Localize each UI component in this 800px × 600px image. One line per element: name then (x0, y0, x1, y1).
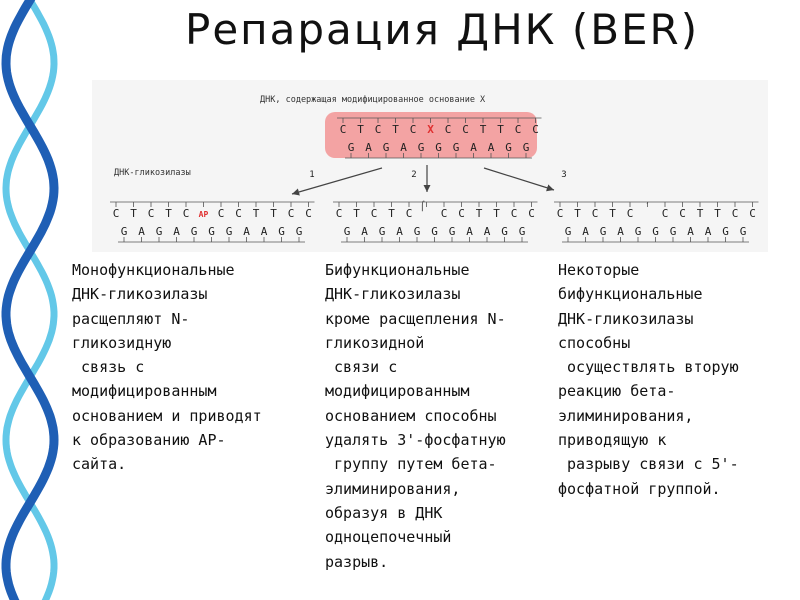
base-letter: C (626, 207, 634, 220)
ap-site-label: AP (198, 210, 209, 219)
base-letter: G (343, 225, 351, 238)
column-text-line: гликозидную (72, 333, 172, 352)
base-letter: G (634, 225, 642, 238)
base-letter: A (260, 225, 268, 238)
text-column-monofunctional (72, 258, 322, 477)
base-letter: A (687, 225, 694, 238)
base-letter: C (182, 207, 190, 220)
base-letter: C (235, 207, 242, 220)
base-letter: G (278, 225, 285, 238)
base-letter: C (287, 207, 295, 220)
column-text-line: Монофункциональные (72, 261, 235, 279)
base-letter: G (120, 225, 128, 238)
base-letter: C (661, 207, 669, 220)
modified-base-x: X (427, 123, 434, 136)
base-letter: A (466, 225, 473, 238)
base-letter: A (138, 225, 145, 238)
column-text-line: разрыв. (325, 552, 389, 571)
base-letter: T (609, 207, 616, 220)
base-letter: C (440, 207, 448, 220)
column-text-line: основанием и приводят (72, 406, 262, 425)
base-letter: T (130, 207, 137, 220)
base-letter: C (556, 207, 564, 220)
column-text-line: группу путем бета- (325, 455, 497, 474)
base-letter: T (497, 123, 504, 136)
base-letter: G (225, 225, 233, 238)
column-text-line: модифицированным (72, 382, 217, 401)
base-letter: T (165, 207, 172, 220)
base-letter: G (722, 225, 729, 238)
base-letter: G (501, 225, 508, 238)
base-letter: T (252, 207, 260, 220)
column-text-line: Бифункциональные (325, 261, 470, 279)
base-letter: G (652, 225, 659, 238)
base-letter: T (479, 123, 487, 136)
pathway-number: 1 (309, 170, 315, 180)
base-letter: G (347, 141, 355, 154)
base-letter: A (470, 141, 477, 154)
base-letter: A (582, 225, 589, 238)
base-letter: C (510, 207, 518, 220)
base-letter: T (388, 207, 395, 220)
column-text-line: гликозидной (325, 333, 425, 352)
base-letter: G (505, 141, 512, 154)
base-letter: G (669, 225, 677, 238)
base-letter: G (208, 225, 215, 238)
base-letter: C (679, 207, 686, 220)
column-text-line: фосфатной группой. (558, 479, 721, 498)
column-text-line: элиминирования, (325, 479, 461, 498)
base-letter: A (361, 225, 368, 238)
base-letter: G (295, 225, 303, 238)
base-letter: C (217, 207, 225, 220)
column-text-line: к образованию AP- (72, 431, 226, 450)
base-letter: C (305, 207, 312, 220)
column-text-line: способны (558, 333, 631, 352)
base-letter: C (147, 207, 155, 220)
base-letter: G (452, 141, 460, 154)
base-letter: G (413, 225, 421, 238)
column-text-line: удалять 3'-фосфатную (325, 431, 506, 450)
diagram-caption: ДНК, содержащая модифицированное основание X (260, 95, 486, 105)
column-text-line: модифицированным (325, 382, 470, 401)
column-text-line: расщепляют N- (72, 309, 190, 328)
base-letter: T (696, 207, 704, 220)
base-letter: G (382, 141, 390, 154)
base-letter: T (475, 207, 483, 220)
base-letter: C (335, 207, 343, 220)
base-letter: C (374, 123, 382, 136)
pathway-number: 2 (411, 170, 417, 180)
column-text-line: одноцепочечный (325, 528, 452, 547)
base-letter: C (112, 207, 120, 220)
base-letter: G (599, 225, 607, 238)
column-text-line: кроме расщепления N- (325, 309, 506, 328)
page-title: Репарация ДНК (BER) (185, 5, 700, 54)
base-letter: C (409, 123, 417, 136)
base-letter: T (493, 207, 500, 220)
base-letter: C (370, 207, 378, 220)
column-text-line: ДНК-гликозилазы (325, 285, 461, 304)
base-letter: G (518, 225, 526, 238)
base-letter: C (532, 123, 539, 136)
column-text-line: образуя в ДНК (325, 503, 443, 522)
column-text-line: ДНК-гликозилазы (72, 285, 208, 304)
base-letter: G (522, 141, 530, 154)
column-text-line: разрыву связи с 5'- (558, 455, 739, 474)
product-ticks-upper (554, 202, 759, 207)
dna-helix-decoration (0, 0, 70, 600)
column-text-line: связь с (72, 358, 145, 377)
base-letter: A (365, 141, 372, 154)
text-column-bifunctional (325, 258, 560, 574)
column-text-line: связи с (325, 358, 398, 377)
base-letter: C (462, 123, 469, 136)
strand-break-mark: ⌠ (419, 202, 426, 212)
base-letter: T (574, 207, 581, 220)
base-letter: T (392, 123, 399, 136)
arrow-3 (484, 168, 554, 190)
base-letter: C (528, 207, 535, 220)
base-letter: T (357, 123, 364, 136)
base-letter: C (405, 207, 413, 220)
product-ticks-lower (118, 237, 305, 242)
strand-break-mark: ′ (644, 202, 651, 212)
ber-diagram (92, 80, 768, 252)
column-text-line: бифункциональные (558, 285, 703, 304)
product-ticks-upper (110, 202, 315, 207)
base-letter: A (396, 225, 403, 238)
base-letter: A (617, 225, 624, 238)
column-text-line: основанием способны (325, 406, 497, 425)
base-letter: A (173, 225, 180, 238)
base-letter: G (190, 225, 198, 238)
base-letter: G (448, 225, 456, 238)
column-text-line: ДНК-гликозилазы (558, 309, 694, 328)
base-letter: G (435, 141, 442, 154)
base-letter: G (155, 225, 163, 238)
base-letter: G (378, 225, 386, 238)
text-column-beta-delta (558, 258, 793, 501)
base-letter: A (487, 141, 495, 154)
base-letter: C (749, 207, 756, 220)
column-text-line: приводящую к (558, 431, 667, 450)
product-ticks-lower (341, 237, 528, 242)
base-letter: T (714, 207, 721, 220)
column-text-line: элиминирования, (558, 406, 694, 425)
base-letter: C (591, 207, 599, 220)
column-text-line: осуществлять вторую (558, 358, 739, 377)
base-letter: T (270, 207, 277, 220)
base-letter: C (458, 207, 465, 220)
product-ticks-lower (562, 237, 749, 242)
column-text-line: Некоторые (558, 261, 640, 279)
base-letter: G (417, 141, 425, 154)
column-text-line: реакцию бета- (558, 382, 676, 401)
product-ticks-upper (333, 202, 538, 207)
pathway-number: 3 (561, 170, 567, 180)
base-letter: A (483, 225, 491, 238)
base-letter: C (514, 123, 522, 136)
base-letter: G (431, 225, 438, 238)
column-text-line: сайта. (72, 455, 127, 474)
base-letter: A (243, 225, 250, 238)
base-letter: G (564, 225, 572, 238)
arrow-1 (292, 168, 382, 194)
base-letter: G (739, 225, 747, 238)
enzyme-label: ДНК-гликозилазы (114, 168, 191, 178)
base-letter: C (444, 123, 452, 136)
base-letter: C (339, 123, 347, 136)
base-letter: T (353, 207, 360, 220)
base-letter: A (400, 141, 407, 154)
base-letter: C (731, 207, 739, 220)
base-letter: A (704, 225, 712, 238)
